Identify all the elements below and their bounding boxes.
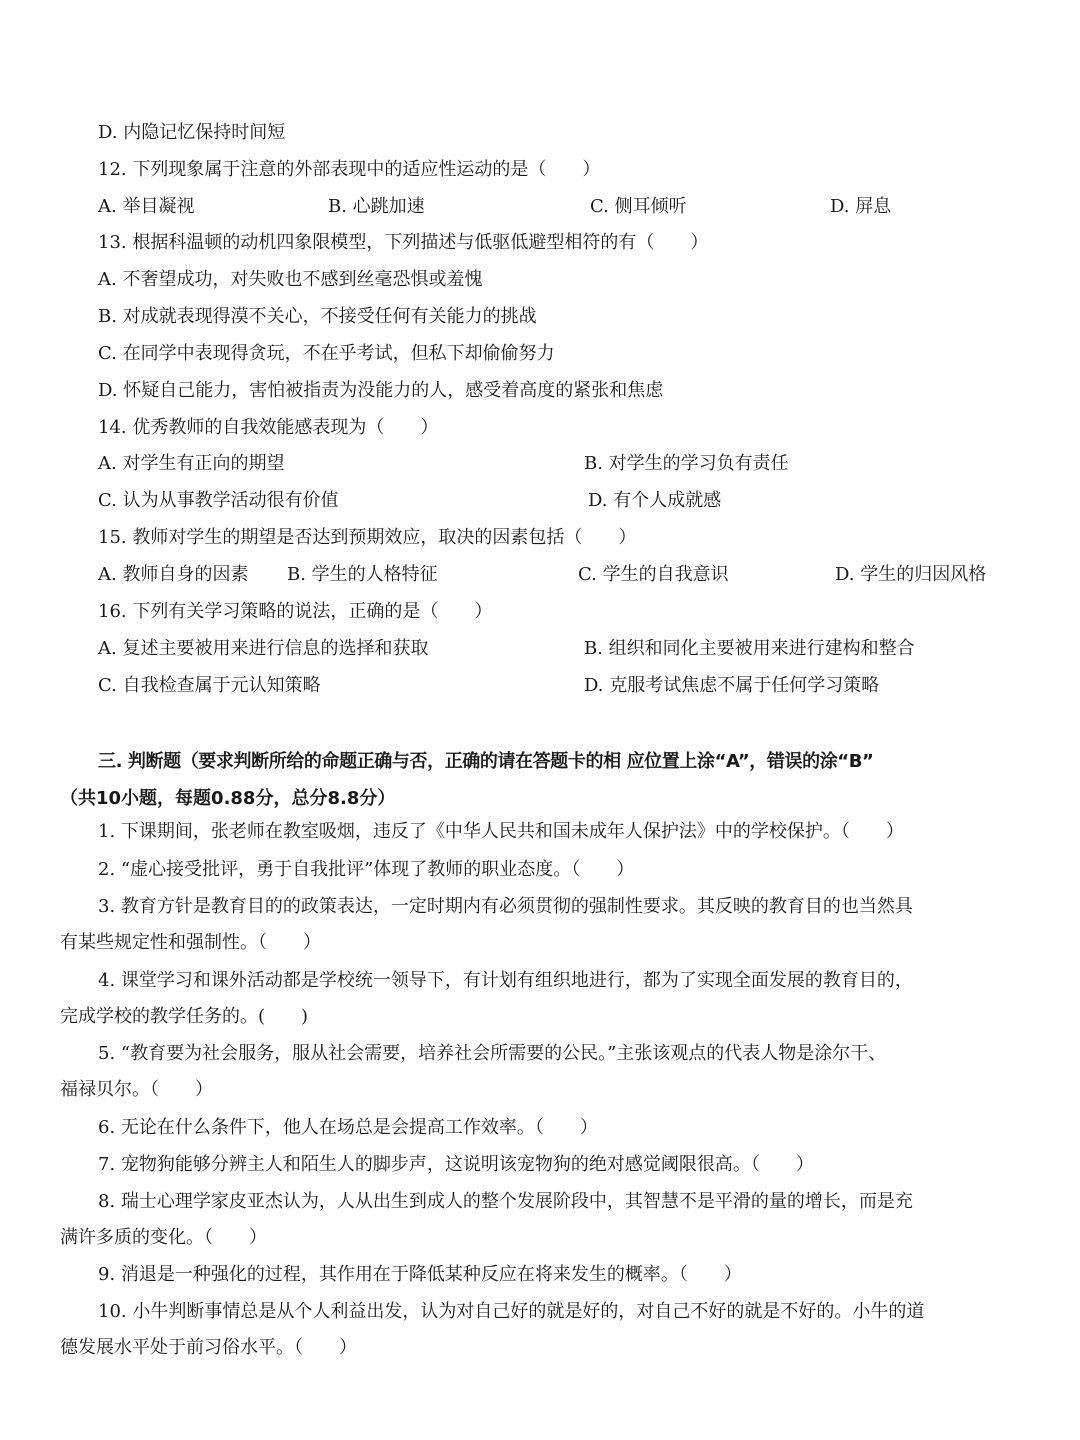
tf-item-1: 1. 下课期间，张老师在教室吸烟，违反了《中华人民共和国未成年人保护法》中的学校保护。（ ） — [98, 821, 904, 842]
q16-option-a: A. 复述主要被用来进行信息的选择和获取 — [98, 638, 429, 659]
q14-option-c: C. 认为从事教学活动很有价值 — [98, 490, 339, 511]
q12-option-b: B. 心跳加速 — [328, 196, 425, 217]
tf-item-8-cont: 满许多质的变化。（ ） — [60, 1227, 267, 1248]
q14-stem: 14. 优秀教师的自我效能感表现为（ ） — [98, 417, 439, 438]
q14-option-d: D. 有个人成就感 — [588, 490, 722, 511]
q16-stem: 16. 下列有关学习策略的说法，正确的是（ ） — [98, 601, 493, 622]
tf-item-5: 5. “教育要为社会服务，服从社会需要，培养社会所需要的公民。”主张该观点的代表人物是涂尔干、 — [98, 1043, 887, 1064]
q16-option-b: B. 组织和同化主要被用来进行建构和整合 — [584, 638, 915, 659]
tf-item-2: 2. “虚心接受批评，勇于自我批评”体现了教师的职业态度。（ ） — [98, 859, 635, 880]
tf-item-7: 7. 宠物狗能够分辨主人和陌生人的脚步声，这说明该宠物狗的绝对感觉阈限很高。（ ） — [98, 1154, 814, 1175]
q15-option-a: A. 教师自身的因素 — [98, 564, 249, 585]
q12-stem: 12. 下列现象属于注意的外部表现中的适应性运动的是（ ） — [98, 159, 601, 180]
tf-item-10: 10. 小牛判断事情总是从个人利益出发，认为对自己好的就是好的，对自己不好的就是不好的。小牛的道 — [98, 1301, 925, 1322]
q15-stem: 15. 教师对学生的期望是否达到预期效应，取决的因素包括（ ） — [98, 527, 637, 548]
q11-option-d: D. 内隐记忆保持时间短 — [98, 122, 286, 143]
q12-option-a: A. 举目凝视 — [98, 196, 195, 217]
tf-item-6: 6. 无论在什么条件下，他人在场总是会提高工作效率。（ ） — [98, 1117, 598, 1138]
section3-subheading: （共10小题，每题0.88分，总分8.8分） — [60, 788, 396, 809]
q13-option-b: B. 对成就表现得漠不关心，不接受任何有关能力的挑战 — [98, 306, 537, 327]
tf-item-3: 3. 教育方针是教育目的的政策表达，一定时期内有必须贯彻的强制性要求。其反映的教育目的也当然具 — [98, 896, 913, 917]
q12-option-c: C. 侧耳倾听 — [590, 196, 687, 217]
tf-item-8: 8. 瑞士心理学家皮亚杰认为，人从出生到成人的整个发展阶段中，其智慧不是平滑的量的增长，而是充 — [98, 1191, 913, 1212]
q13-option-a: A. 不奢望成功，对失败也不感到丝毫恐惧或羞愧 — [98, 269, 483, 290]
tf-item-3-cont: 有某些规定性和强制性。（ ） — [60, 932, 321, 953]
q15-option-d: D. 学生的归因风格 — [835, 564, 987, 585]
q13-option-d: D. 怀疑自己能力，害怕被指责为没能力的人，感受着高度的紧张和焦虑 — [98, 380, 664, 401]
q14-option-b: B. 对学生的学习负有责任 — [584, 453, 789, 474]
tf-item-4: 4. 课堂学习和课外活动都是学校统一领导下，有计划有组织地进行，都为了实现全面发展的教育目的， — [98, 970, 913, 991]
q14-option-a: A. 对学生有正向的期望 — [98, 453, 285, 474]
q16-option-c: C. 自我检查属于元认知策略 — [98, 675, 321, 696]
section3-heading: 三. 判断题（要求判断所给的命题正确与否，正确的请在答题卡的相 应位置上涂“A”，错误的涂“B” — [98, 751, 874, 772]
q15-option-c: C. 学生的自我意识 — [578, 564, 729, 585]
tf-item-10-cont: 德发展水平处于前习俗水平。（ ） — [60, 1337, 357, 1358]
tf-item-4-cont: 完成学校的教学任务的。( ) — [60, 1006, 309, 1027]
q13-stem: 13. 根据科温顿的动机四象限模型，下列描述与低驱低避型相符的有（ ） — [98, 232, 709, 253]
q16-option-d: D. 克服考试焦虑不属于任何学习策略 — [584, 675, 880, 696]
tf-item-5-cont: 福禄贝尔。（ ） — [60, 1079, 213, 1100]
tf-item-9: 9. 消退是一种强化的过程，其作用在于降低某种反应在将来发生的概率。（ ） — [98, 1264, 742, 1285]
q13-option-c: C. 在同学中表现得贪玩，不在乎考试，但私下却偷偷努力 — [98, 343, 555, 364]
q15-option-b: B. 学生的人格特征 — [287, 564, 438, 585]
q12-option-d: D. 屏息 — [830, 196, 892, 217]
